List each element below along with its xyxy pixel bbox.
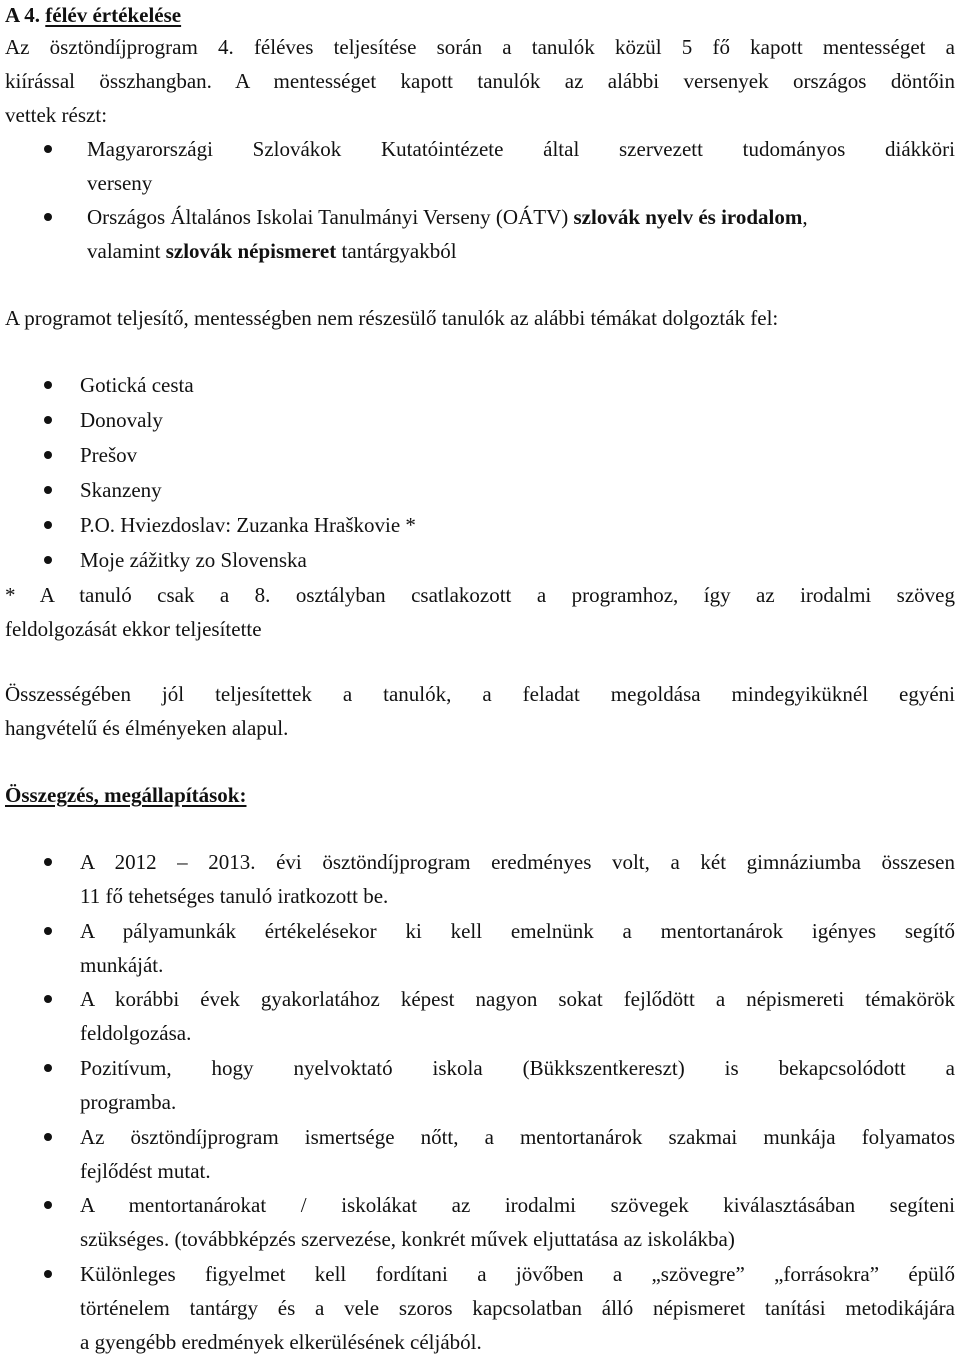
topic-item: Skanzeny bbox=[80, 478, 162, 502]
heading-prefix: A 4. bbox=[5, 3, 46, 27]
competition-item-1-line-1: Magyarországi Szlovákok Kutatóintézete által szervezett tudományos diákköri bbox=[87, 137, 955, 161]
program-intro: A programot teljesítő, mentességben nem részesülő tanulók az alábbi témákat dolgozták fel: bbox=[5, 306, 779, 330]
bullet-icon bbox=[44, 213, 52, 221]
competition-text: valamint bbox=[87, 239, 166, 263]
finding-3-line-1: A korábbi évek gyakorlatához képest nagyon sokat fejlődött a népismereti témakörök bbox=[80, 987, 955, 1011]
competition-text: tantárgyakból bbox=[336, 239, 457, 263]
bullet-icon bbox=[44, 1270, 52, 1278]
finding-7-line-1: Különleges figyelmet kell fordítani a jövőben a „szövegre” „forrásokra” épülő bbox=[80, 1262, 955, 1286]
bullet-icon bbox=[44, 1133, 52, 1141]
summary-heading: Összegzés, megállapítások: bbox=[5, 783, 247, 807]
competition-item-2-line-1 bbox=[87, 204, 808, 230]
bullet-icon bbox=[44, 486, 52, 494]
bullet-icon bbox=[44, 927, 52, 935]
intro-line-2: kiírással összhangban. A mentességet kapott tanulók az alábbi versenyek országos döntőin bbox=[5, 69, 955, 93]
finding-7-line-3: a gyengébb eredmények elkerülésének céljából. bbox=[80, 1330, 482, 1354]
topic-item: Donovaly bbox=[80, 408, 163, 432]
footnote-line-2: feldolgozását ekkor teljesítette bbox=[5, 617, 262, 641]
overall-line-1: Összességében jól teljesítettek a tanulók, a feladat megoldása mindegyiküknél egyéni bbox=[5, 682, 955, 706]
finding-6-line-1: A mentortanárokat / iskolákat az irodalmi szövegek kiválasztásában segíteni bbox=[80, 1193, 955, 1217]
topic-item: Moje zážitky zo Slovenska bbox=[80, 548, 307, 572]
intro-line-1: Az ösztöndíjprogram 4. féléves teljesítése során a tanulók közül 5 fő kapott mentességet a bbox=[5, 35, 955, 59]
competition-item-2-line-2 bbox=[87, 238, 457, 264]
competition-item-1-line-2: verseny bbox=[87, 171, 153, 195]
finding-2-line-1: A pályamunkák értékelésekor ki kell emelnünk a mentortanárok igényes segítő bbox=[80, 919, 955, 943]
finding-2-line-2: munkáját. bbox=[80, 953, 164, 977]
bullet-icon bbox=[44, 858, 52, 866]
finding-5-line-2: fejlődést mutat. bbox=[80, 1159, 211, 1183]
footnote-line-1: * A tanuló csak a 8. osztályban csatlakozott a programhoz, így az irodalmi szöveg bbox=[5, 583, 955, 607]
competition-subject-bold: szlovák nyelv és irodalom bbox=[573, 205, 803, 229]
finding-6-line-2: szükséges. (továbbképzés szervezése, konkrét művek eljuttatása az iskolákba) bbox=[80, 1227, 735, 1251]
bullet-icon bbox=[44, 995, 52, 1003]
bullet-icon bbox=[44, 145, 52, 153]
topic-item: P.O. Hviezdoslav: Zuzanka Hraškovie * bbox=[80, 513, 416, 537]
finding-4-line-1: Pozitívum, hogy nyelvoktató iskola (Bükkszentkereszt) is bekapcsolódott a bbox=[80, 1056, 955, 1080]
heading-title: félév értékelése bbox=[45, 3, 182, 27]
finding-7-line-2: történelem tantárgy és a vele szoros kapcsolatban álló népismeret tanítási metodikájára bbox=[80, 1296, 955, 1320]
intro-line-3: vettek részt: bbox=[5, 103, 108, 127]
overall-line-2: hangvételű és élményeken alapul. bbox=[5, 716, 289, 740]
finding-4-line-2: programba. bbox=[80, 1090, 177, 1114]
bullet-icon bbox=[44, 416, 52, 424]
bullet-icon bbox=[44, 381, 52, 389]
topic-item: Gotická cesta bbox=[80, 373, 194, 397]
bullet-icon bbox=[44, 451, 52, 459]
finding-3-line-2: feldolgozása. bbox=[80, 1021, 192, 1045]
section-heading bbox=[5, 2, 181, 28]
topic-item: Prešov bbox=[80, 443, 138, 467]
bullet-icon bbox=[44, 1064, 52, 1072]
finding-1-line-2: 11 fő tehetséges tanuló iratkozott be. bbox=[80, 884, 389, 908]
competition-text: Országos Általános Iskolai Tanulmányi Verseny (OÁTV) bbox=[87, 205, 574, 229]
finding-1-line-1: A 2012 – 2013. évi ösztöndíjprogram eredményes volt, a két gimnáziumba összesen bbox=[80, 850, 955, 874]
bullet-icon bbox=[44, 1201, 52, 1209]
competition-subject-bold: szlovák népismeret bbox=[165, 239, 337, 263]
bullet-icon bbox=[44, 521, 52, 529]
competition-comma: , bbox=[802, 205, 808, 229]
bullet-icon bbox=[44, 556, 52, 564]
finding-5-line-1: Az ösztöndíjprogram ismertsége nőtt, a mentortanárok szakmai munkája folyamatos bbox=[80, 1125, 955, 1149]
